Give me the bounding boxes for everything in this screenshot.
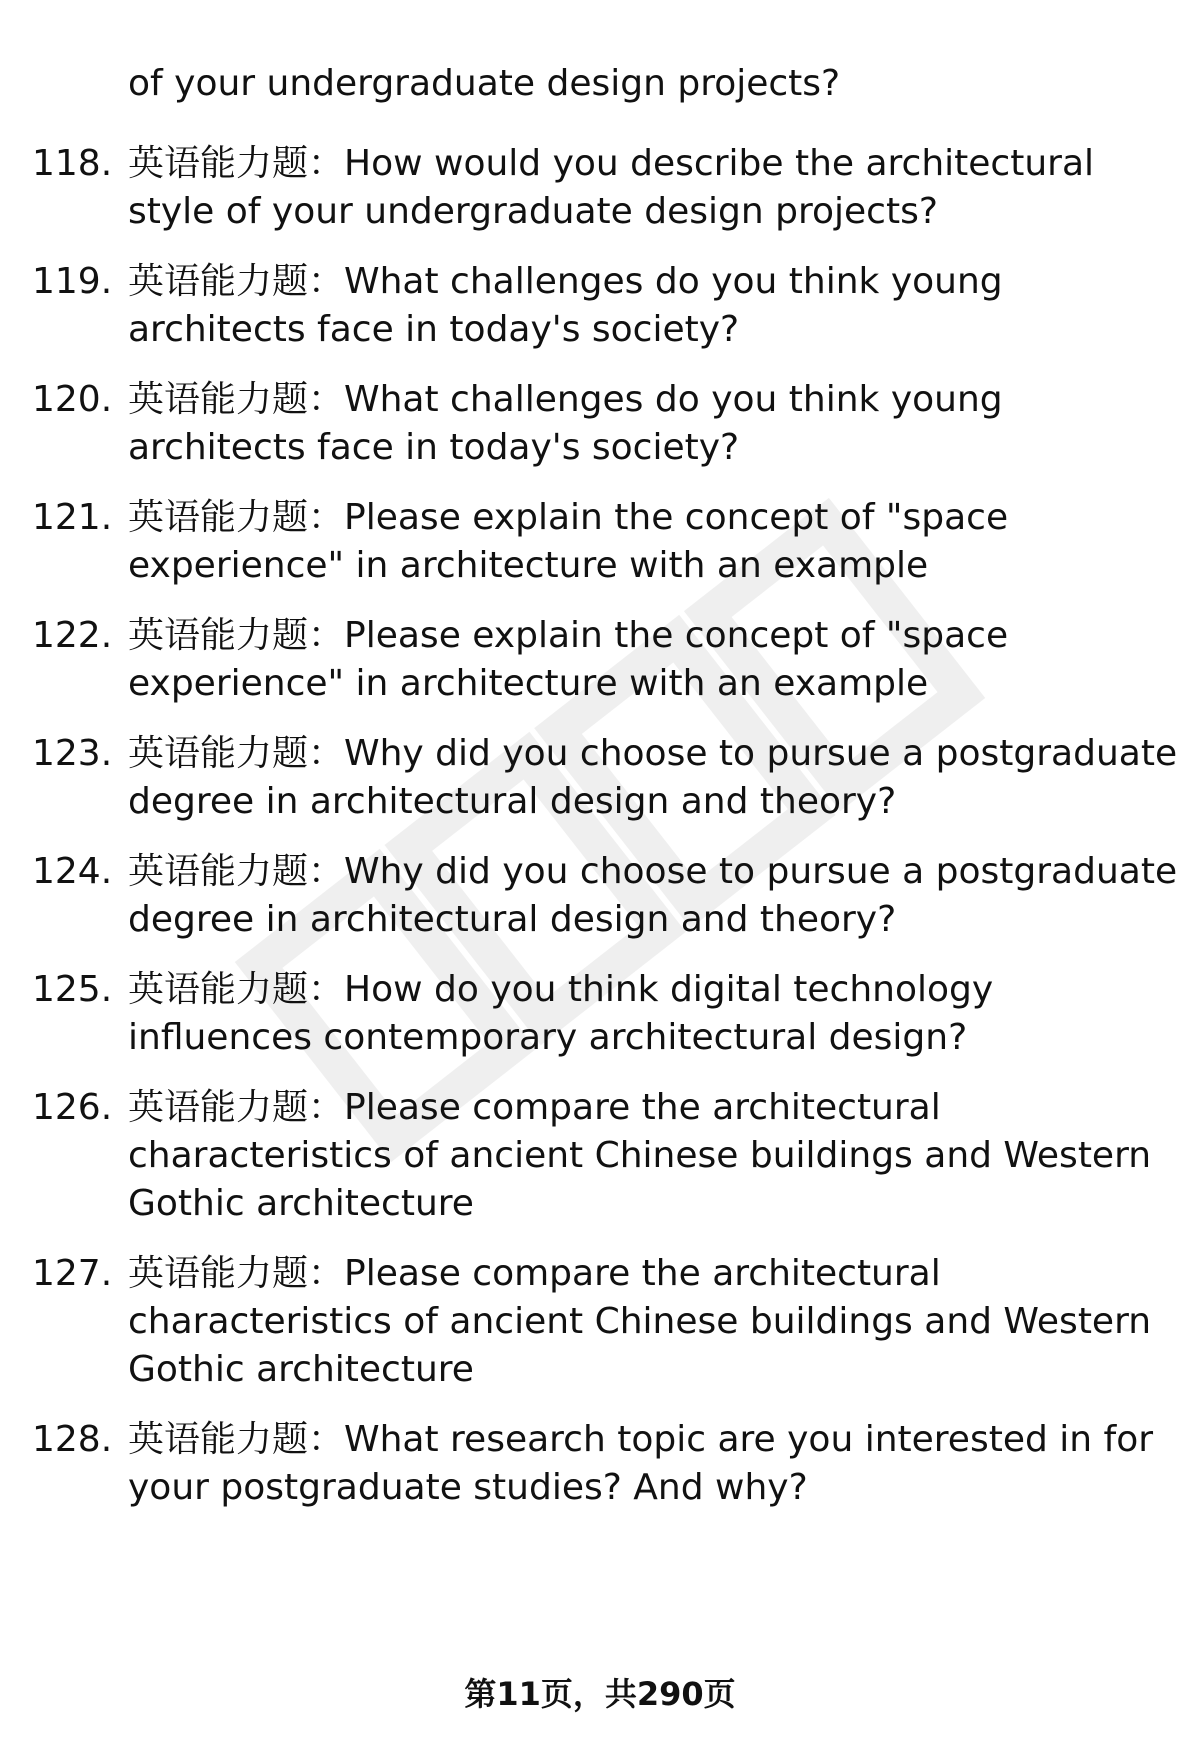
question-body: Please compare the architectural characteristics of ancient Chinese buildings and Western Gothic architecture: [128, 1253, 1152, 1390]
question-label: 英语能力题：: [128, 615, 345, 656]
question-item: [0, 848, 1200, 944]
question-label: 英语能力题：: [128, 1419, 345, 1460]
question-body: Please compare the architectural characteristics of ancient Chinese buildings and Western Gothic architecture: [128, 1087, 1152, 1224]
question-item: [0, 966, 1200, 1062]
question-label: 英语能力题：: [128, 261, 345, 302]
question-item: [0, 612, 1200, 708]
question-body: Please explain the concept of "space experience" in architecture with an example: [128, 497, 1009, 586]
question-number: 120.: [32, 379, 113, 420]
question-item: [0, 494, 1200, 590]
question-text: [128, 1416, 1180, 1512]
question-number: 121.: [32, 497, 113, 538]
question-number: 127.: [32, 1253, 113, 1294]
question-body: What research topic are you interested in for your postgraduate studies? And why?: [128, 1419, 1154, 1508]
question-text: [128, 376, 1180, 472]
question-text: [128, 494, 1180, 590]
question-list: [0, 140, 1200, 1512]
question-item: [0, 1250, 1200, 1394]
question-label: 英语能力题：: [128, 733, 345, 774]
question-text: [128, 966, 1180, 1062]
question-body: How do you think digital technology influences contemporary architectural design?: [128, 969, 994, 1058]
question-body: How would you describe the architectural style of your undergraduate design projects?: [128, 143, 1095, 232]
question-body: Please explain the concept of "space experience" in architecture with an example: [128, 615, 1009, 704]
question-text: [128, 612, 1180, 708]
question-body: Why did you choose to pursue a postgraduate degree in architectural design and theory?: [128, 733, 1178, 822]
question-number: 128.: [32, 1419, 113, 1460]
question-number: 119.: [32, 261, 113, 302]
question-item: [0, 1084, 1200, 1228]
question-body: What challenges do you think young architects face in today's society?: [128, 261, 1003, 350]
question-text: [128, 1250, 1180, 1394]
question-label: 英语能力题：: [128, 379, 345, 420]
page-number: 第11页，共290页: [464, 1675, 736, 1713]
question-number: 122.: [32, 615, 113, 656]
question-label: 英语能力题：: [128, 1087, 345, 1128]
question-text: [128, 730, 1180, 826]
question-label: 英语能力题：: [128, 143, 345, 184]
question-label: 英语能力题：: [128, 1253, 345, 1294]
question-text: [128, 848, 1180, 944]
question-number: 123.: [32, 733, 113, 774]
question-label: 英语能力题：: [128, 497, 345, 538]
question-item: [0, 140, 1200, 236]
continued-question-text: of your undergraduate design projects?: [128, 63, 841, 104]
question-text: [128, 140, 1180, 236]
question-number: 124.: [32, 851, 113, 892]
question-label: 英语能力题：: [128, 969, 345, 1010]
question-item: [0, 376, 1200, 472]
question-label: 英语能力题：: [128, 851, 345, 892]
question-item: [0, 1416, 1200, 1512]
question-number: 126.: [32, 1087, 113, 1128]
question-item: [0, 258, 1200, 354]
question-number: 125.: [32, 969, 113, 1010]
question-text: [128, 258, 1180, 354]
question-number: 118.: [32, 143, 113, 184]
question-text: [128, 1084, 1180, 1228]
question-body: What challenges do you think young architects face in today's society?: [128, 379, 1003, 468]
question-body: Why did you choose to pursue a postgraduate degree in architectural design and theory?: [128, 851, 1178, 940]
question-item: [0, 730, 1200, 826]
